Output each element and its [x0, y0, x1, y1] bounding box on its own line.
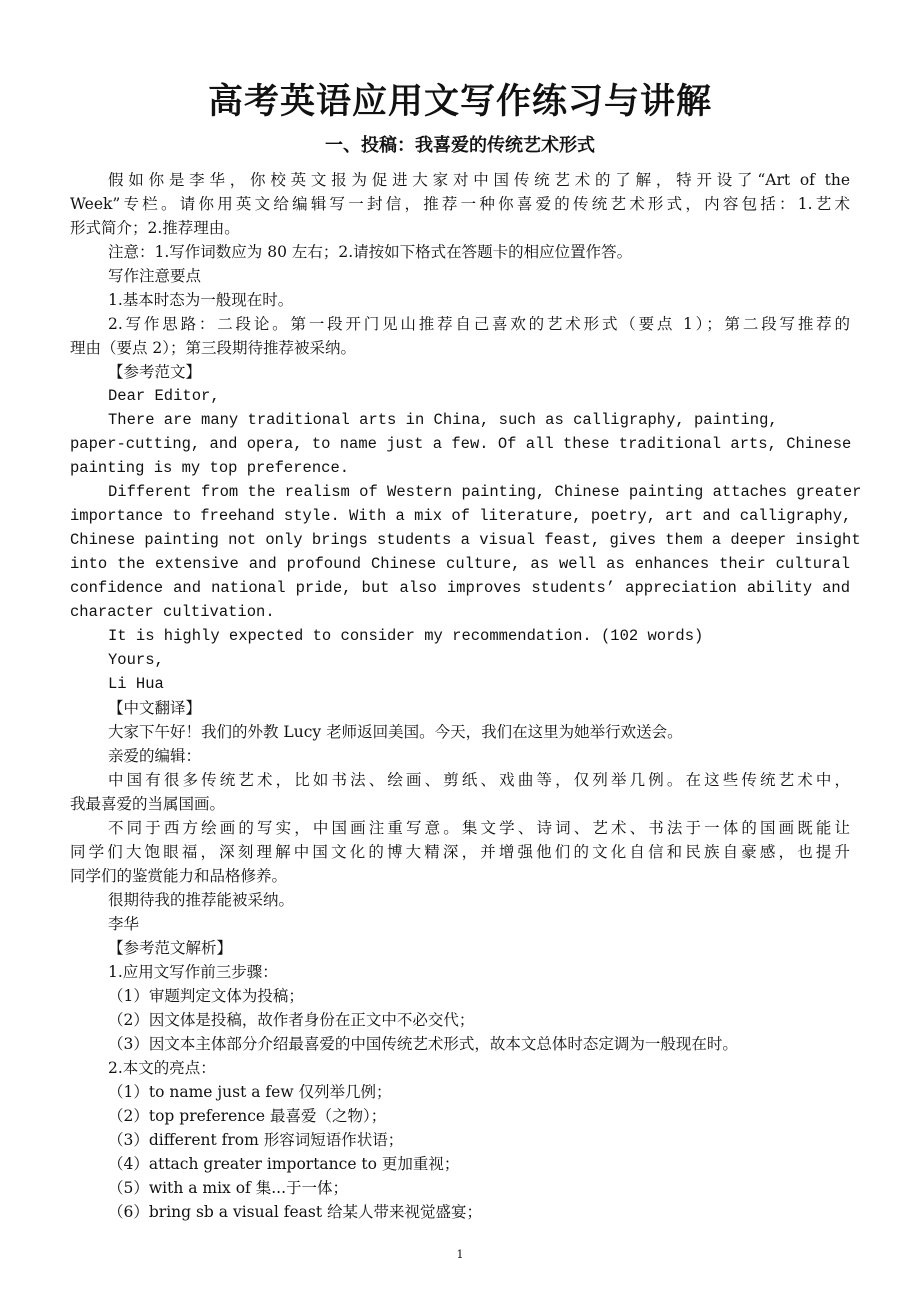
sample-essay	[70, 384, 862, 696]
text-line: Week”专栏。请你用英文给编辑写一封信，推荐一种你喜爱的传统艺术形式，内容包括：1.艺术	[70, 195, 850, 213]
text-line: 大家下午好！我们的外教 Lucy 老师返回美国。今天，我们在这里为她举行欢送会。	[108, 723, 683, 741]
text-line: 1.基本时态为一般现在时。	[108, 291, 294, 309]
text-line: 李华	[108, 915, 140, 933]
text-line: （3）因文本主体部分介绍最喜爱的中国传统艺术形式，故本文总体时态定调为一般现在时。	[108, 1035, 738, 1053]
text-line: 2.写作思路：二段论。第一段开门见山推荐自己喜欢的艺术形式（要点 1）；第二段写推荐的	[108, 315, 850, 333]
sample-heading: 【参考范文】	[108, 363, 202, 381]
text-line: 同学们的鉴赏能力和品格修养。	[70, 867, 288, 885]
text-line: Different from the realism of Western painting, Chinese painting attaches greater	[108, 483, 862, 501]
text-line: Li Hua	[108, 675, 164, 693]
text-line: 亲爱的编辑：	[108, 747, 202, 765]
text-line: （1）审题判定文体为投稿；	[108, 987, 304, 1005]
text-line: 写作注意要点	[108, 267, 202, 285]
text-line: paper-cutting, and opera, to name just a few. Of all these traditional arts, Chinese	[70, 435, 852, 453]
text-line: Yours,	[108, 651, 164, 669]
document-title: 高考英语应用文写作练习与讲解	[207, 82, 712, 122]
text-line: （2）因文体是投稿，故作者身份在正文中不必交代；	[108, 1011, 475, 1029]
text-line: 理由（要点 2）；第三段期待推荐被采纳。	[70, 339, 357, 357]
text-line: 2.本文的亮点：	[108, 1059, 216, 1077]
text-line: 注意：1.写作词数应为 80 左右；2.请按如下格式在答题卡的相应位置作答。	[108, 243, 633, 261]
translation-heading: 【中文翻译】	[108, 699, 202, 717]
text-line: （3）different from 形容词短语作状语；	[108, 1131, 404, 1149]
page-number: 1	[456, 1248, 464, 1261]
text-line: （5）with a mix of 集...于一体；	[108, 1179, 348, 1197]
text-line: There are many traditional arts in China, such as calligraphy, painting,	[108, 411, 778, 429]
text-line: 假如你是李华，你校英文报为促进大家对中国传统艺术的了解，特开设了“Art of the	[108, 171, 850, 189]
text-line: 形式简介；2.推荐理由。	[70, 219, 240, 237]
text-line: Chinese painting not only brings students a visual feast, gives them a deeper insight	[70, 531, 861, 549]
text-line: （1）to name just a few 仅列举几例；	[108, 1083, 392, 1101]
text-line: Dear Editor,	[108, 387, 220, 405]
text-line: （6）bring sb a visual feast 给某人带来视觉盛宴；	[108, 1203, 482, 1221]
text-line: confidence and national pride, but also improves students’ appreciation ability and	[70, 579, 850, 597]
text-line: 中国有很多传统艺术，比如书法、绘画、剪纸、戏曲等，仅列举几例。在这些传统艺术中，	[108, 771, 850, 789]
text-line: （2）top preference 最喜爱（之物）；	[108, 1107, 387, 1125]
text-line: It is highly expected to consider my recommendation. (102 words)	[108, 627, 704, 645]
text-line: 不同于西方绘画的写实，中国画注重写意。集文学、诗词、艺术、书法于一体的国画既能让	[108, 819, 850, 837]
text-line: 1.应用文写作前三步骤：	[108, 963, 278, 981]
document-body	[70, 168, 862, 1224]
text-line: （4）attach greater importance to 更加重视；	[108, 1155, 460, 1173]
analysis-section	[70, 960, 850, 1224]
text-line: 我最喜爱的当属国画。	[70, 795, 226, 813]
text-line: 同学们大饱眼福，深刻理解中国文化的博大精深，并增强他们的文化自信和民族自豪感，也提升	[70, 843, 850, 861]
text-line: painting is my top preference.	[70, 459, 350, 477]
text-line: importance to freehand style. With a mix of literature, poetry, art and calligraphy,	[70, 507, 852, 525]
text-line: character cultivation.	[70, 603, 275, 621]
prompt-section	[70, 168, 850, 360]
text-line: into the extensive and profound Chinese culture, as well as enhances their cultural	[70, 555, 850, 573]
translation-section	[70, 720, 850, 936]
analysis-heading: 【参考范文解析】	[108, 939, 233, 957]
section-title: 一、投稿：我喜爱的传统艺术形式	[325, 135, 595, 156]
text-line: 很期待我的推荐能被采纳。	[108, 891, 295, 909]
